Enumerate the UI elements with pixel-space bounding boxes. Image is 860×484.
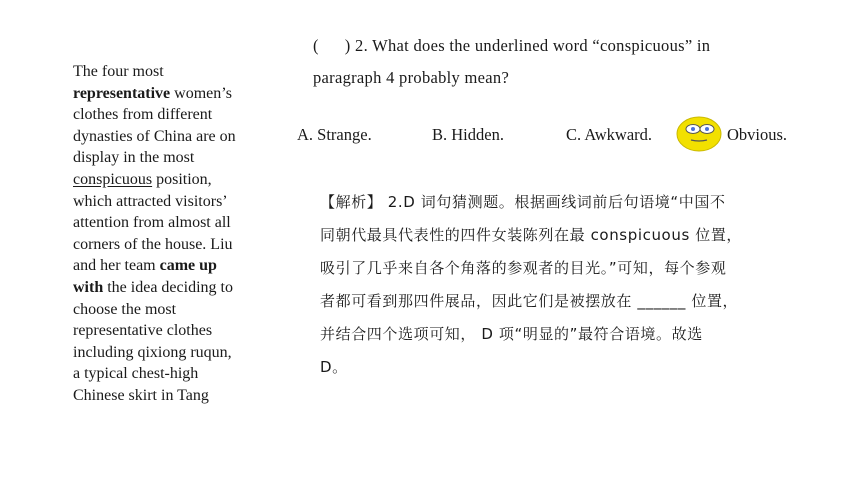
analysis-line: 【解析】 2.D 词句猜测题。根据画线词前后句语境“中国不 xyxy=(320,193,726,211)
passage-segment: position, which attracted visitors’ attention from almost all corners of the house. Liu and her team xyxy=(73,170,233,275)
analysis-line xyxy=(320,285,815,318)
question-line-2: paragraph 4 probably mean? xyxy=(313,68,510,87)
analysis-line: 同朝代最具代表性的四件女装陈列在最 conspicuous 位置， xyxy=(320,226,743,244)
analysis-segment: 位置， xyxy=(685,292,739,310)
analysis-line: 并结合四个选项可知， D 项“明显的”最符合语境。故选 xyxy=(320,325,703,343)
passage-segment: The four most xyxy=(73,63,164,80)
option-d[interactable]: Obvious. xyxy=(727,125,788,144)
answer-paren-open: ( xyxy=(313,36,319,55)
bold-phrase-came-up-with: came up with xyxy=(73,257,217,296)
question-line-1 xyxy=(313,30,833,62)
option-b[interactable]: B. Hidden. xyxy=(432,125,504,144)
passage-segment: the idea deciding to choose the most representative clothes including qixiong ruqun xyxy=(73,278,233,361)
answer-analysis xyxy=(320,186,815,384)
analysis-segment: 者都可看到那四件展品，因此它们是被摆放在 xyxy=(320,292,638,310)
analysis-line: D。 xyxy=(320,358,348,376)
bold-word-representative: representative xyxy=(73,84,171,102)
smiley-face-icon[interactable] xyxy=(676,116,722,152)
reading-passage xyxy=(43,61,241,407)
question-2 xyxy=(313,30,833,94)
question-text: 2. What does the underlined word “conspicuous” in xyxy=(355,36,711,55)
passage-text xyxy=(43,61,241,407)
option-a[interactable]: A. Strange. xyxy=(297,125,372,144)
passage-segment: , a typical chest-high Chinese skirt in Tang xyxy=(73,343,232,404)
passage-segment: women’s clothes from different dynasties of China are on display in the most xyxy=(73,84,236,167)
fill-in-blank: ______ xyxy=(637,292,686,310)
underlined-word-conspicuous: conspicuous xyxy=(73,170,153,188)
option-c[interactable]: C. Awkward. xyxy=(566,125,653,144)
analysis-line: 吸引了几乎来自各个角落的参观者的目光。”可知，每个参观 xyxy=(320,259,727,277)
answer-paren-close: ) xyxy=(344,36,351,55)
